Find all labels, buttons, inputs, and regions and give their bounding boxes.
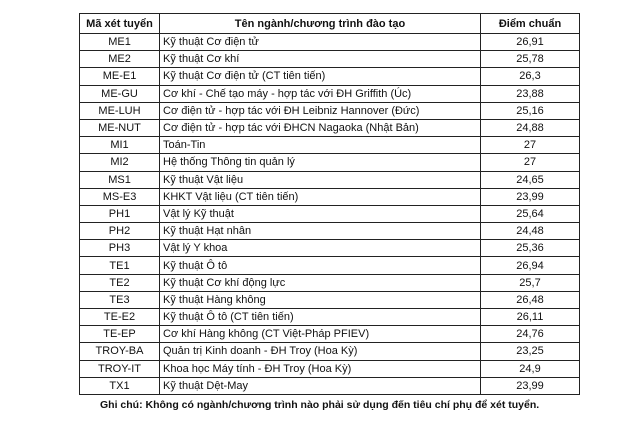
row-score-cell: 24,76	[481, 326, 580, 343]
row-score-cell: 26,94	[481, 257, 580, 274]
row-name-cell: Cơ điện tử - hợp tác với ĐH Leibniz Hannover (Đức)	[160, 102, 481, 119]
row-code-cell: PH1	[80, 205, 160, 222]
row-score-cell: 24,65	[481, 171, 580, 188]
row-code-cell: PH3	[80, 240, 160, 257]
row-code-cell: MS-E3	[80, 188, 160, 205]
row-score-cell: 23,25	[481, 343, 580, 360]
row-score-cell: 23,88	[481, 85, 580, 102]
table-row	[80, 309, 580, 326]
table-header-row	[80, 14, 580, 34]
row-score-cell: 24,9	[481, 360, 580, 377]
row-name-cell: Cơ khí - Chế tạo máy - hợp tác với ĐH Griffith (Úc)	[160, 85, 481, 102]
row-code-cell: MI2	[80, 154, 160, 171]
row-name-cell: Kỹ thuật Cơ khí động lực	[160, 274, 481, 291]
table-row	[80, 205, 580, 222]
table-row	[80, 326, 580, 343]
header-code: Mã xét tuyển	[80, 14, 160, 34]
row-code-cell: PH2	[80, 223, 160, 240]
table-row	[80, 102, 580, 119]
row-name-cell: Kỹ thuật Vật liệu	[160, 171, 481, 188]
row-name-cell: KHKT Vật liệu (CT tiên tiến)	[160, 188, 481, 205]
row-score-cell: 24,48	[481, 223, 580, 240]
row-name-cell: Cơ điện tử - hợp tác với ĐHCN Nagaoka (Nhật Bản)	[160, 119, 481, 136]
row-name-cell: Vật lý Kỹ thuật	[160, 205, 481, 222]
row-name-cell: Kỹ thuật Dệt-May	[160, 377, 481, 394]
row-name-cell: Vật lý Y khoa	[160, 240, 481, 257]
row-score-cell: 27	[481, 137, 580, 154]
row-code-cell: TE3	[80, 291, 160, 308]
row-score-cell: 26,91	[481, 34, 580, 51]
row-name-cell: Hệ thống Thông tin quản lý	[160, 154, 481, 171]
table-body	[80, 34, 580, 395]
row-score-cell: 23,99	[481, 188, 580, 205]
table-row	[80, 119, 580, 136]
table-row	[80, 188, 580, 205]
row-code-cell: TE2	[80, 274, 160, 291]
row-code-cell: ME2	[80, 51, 160, 68]
header-name: Tên ngành/chương trình đào tạo	[160, 14, 481, 34]
table-row	[80, 154, 580, 171]
row-score-cell: 26,11	[481, 309, 580, 326]
table-row	[80, 223, 580, 240]
row-code-cell: MI1	[80, 137, 160, 154]
row-code-cell: ME-NUT	[80, 119, 160, 136]
admission-score-table	[79, 13, 580, 395]
row-score-cell: 25,36	[481, 240, 580, 257]
row-score-cell: 23,99	[481, 377, 580, 394]
row-name-cell: Cơ khí Hàng không (CT Việt-Pháp PFIEV)	[160, 326, 481, 343]
admission-score-table-container	[79, 13, 579, 395]
row-name-cell: Khoa học Máy tính - ĐH Troy (Hoa Kỳ)	[160, 360, 481, 377]
row-code-cell: MS1	[80, 171, 160, 188]
row-code-cell: ME1	[80, 34, 160, 51]
footnote: Ghi chú: Không có ngành/chương trình nào phải sử dụng đến tiêu chí phụ để xét tuyển.	[100, 399, 540, 411]
row-code-cell: ME-E1	[80, 68, 160, 85]
row-name-cell: Quản trị Kinh doanh - ĐH Troy (Hoa Kỳ)	[160, 343, 481, 360]
table-row	[80, 68, 580, 85]
table-row	[80, 343, 580, 360]
table-row	[80, 291, 580, 308]
table-row	[80, 137, 580, 154]
header-score: Điểm chuẩn	[481, 14, 580, 34]
row-code-cell: ME-GU	[80, 85, 160, 102]
row-code-cell: TE1	[80, 257, 160, 274]
table-row	[80, 377, 580, 394]
row-code-cell: TX1	[80, 377, 160, 394]
table-row	[80, 85, 580, 102]
table-row	[80, 51, 580, 68]
row-name-cell: Kỹ thuật Cơ điện tử (CT tiên tiến)	[160, 68, 481, 85]
row-name-cell: Kỹ thuật Ô tô (CT tiên tiến)	[160, 309, 481, 326]
row-code-cell: TE-E2	[80, 309, 160, 326]
table-row	[80, 274, 580, 291]
row-code-cell: TROY-BA	[80, 343, 160, 360]
row-name-cell: Kỹ thuật Hàng không	[160, 291, 481, 308]
row-score-cell: 25,7	[481, 274, 580, 291]
row-score-cell: 26,3	[481, 68, 580, 85]
row-score-cell: 26,48	[481, 291, 580, 308]
row-score-cell: 27	[481, 154, 580, 171]
row-name-cell: Toán-Tin	[160, 137, 481, 154]
row-score-cell: 24,88	[481, 119, 580, 136]
row-score-cell: 25,78	[481, 51, 580, 68]
table-row	[80, 360, 580, 377]
table-row	[80, 171, 580, 188]
table-row	[80, 34, 580, 51]
row-score-cell: 25,16	[481, 102, 580, 119]
row-code-cell: TE-EP	[80, 326, 160, 343]
table-row	[80, 257, 580, 274]
row-name-cell: Kỹ thuật Cơ khí	[160, 51, 481, 68]
row-name-cell: Kỹ thuật Ô tô	[160, 257, 481, 274]
row-name-cell: Kỹ thuật Cơ điện tử	[160, 34, 481, 51]
row-code-cell: TROY-IT	[80, 360, 160, 377]
row-score-cell: 25,64	[481, 205, 580, 222]
row-name-cell: Kỹ thuật Hạt nhân	[160, 223, 481, 240]
table-row	[80, 240, 580, 257]
row-code-cell: ME-LUH	[80, 102, 160, 119]
